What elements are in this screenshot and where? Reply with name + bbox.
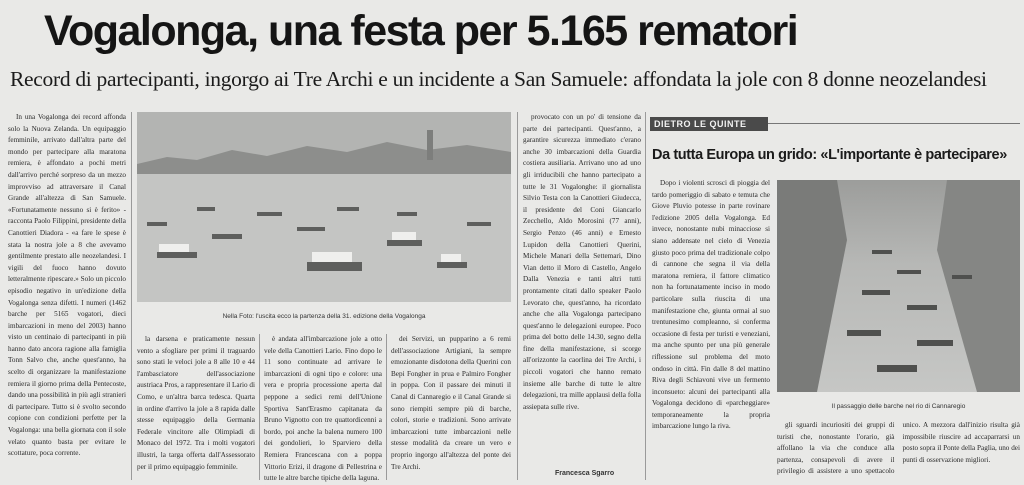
- canal-boats-illustration: [777, 180, 1020, 392]
- headline: Vogalonga, una festa per 5.165 rematori: [44, 7, 798, 55]
- subheadline: Record di partecipanti, ingorgo ai Tre Archi e un incidente a San Samuele: affondata la jole con 8 donne neozelandesi: [10, 67, 987, 91]
- article-column-1: [8, 112, 126, 480]
- article-column-4-text: dei Servizi, un pupparino a 6 remi dell'associazione Artigiani, la sempre emozionante disdotona della Querini con Bepi Fongher in prua e Palmiro Fongher in poppa. Con il passare dei minuti il Canal di Cannaregio e il Canal Grande si sono riempiti sempre più di barche, colori, storie e tradizioni. Sono arrivate imbarcazioni tutte imbarcazioni nelle stesse modalità da creare un vero e proprio ingorgo all'altezza del ponte dei Tre Archi.: [391, 335, 511, 471]
- main-photo-caption: Nella Foto: l'uscita ecco la partenza della 31. edizione della Vogalonga: [222, 313, 426, 320]
- sidebar-column-2: [777, 420, 1020, 480]
- side-photo: [777, 180, 1020, 392]
- author-signature: Francesca Sgarro: [555, 470, 615, 477]
- kicker-rule: [768, 123, 1020, 124]
- column-divider: [259, 334, 260, 480]
- column-divider: [131, 112, 132, 480]
- article-column-3: [264, 334, 382, 483]
- article-column-1-text: In una Vogalonga dei record affonda solo la Nuova Zelanda. Un equipaggio femminile, arrivato dall'altra parte del mondo per partecipare alla maratona remiera, è affondato a pochi metri dall'arrivo perché sorpreso da un mezzo improvviso ad attraversare il Canal Grande all'altezza di San Samuele. «Fortunatamente nessuno si è ferito» - racconta Paolo Filippini, presidente della Canottieri Diadora - «a fare le spese è stata la nostra jole a 8 che avevamo gentilmente prestato alle neozelandesi. I vigili del fuoco hanno dovuto letteralmente ripescare.» Solo un piccolo episodio negativo in un'edizione della Vogalonga senza difetti. I numeri (1462 barche per 5165 vogatori, dieci imbarcazioni in meno del 2003) hanno visto un centinaio di partecipanti in più hanno dato ancora ragione alla famiglia Tonn Salvo che, anche quest'anno, ha scelto di organizzare la manifestazione remiera il giorno prima della Pentecoste, dando una possibilità in più agli stranieri di partecipare. Tutto si è svolto secondo copione con condizioni perfette per la Vogalonga: una bella giornata con il sole velato quanto basta per evitare le scottature, poca corrente.: [8, 113, 126, 458]
- side-photo-caption: Il passaggio delle barche nel rio di Cannaregio: [831, 403, 966, 410]
- article-column-3-text: è andata all'imbarcazione jole a otto vele della Canottieri Lario. Fino dopo le 11 sono continuate ad arrivare le imbarcazioni di ogni tipo e colore: una vera e propria processione aperta dal peppone a sedici remi dell'Unione Sportiva Sant'Erasmo capitanata da Bruno Vignotto con tre quattordicenni a bordo, poi anche la balena numero 100 dei gondolieri, lo Sparviero della Remiera Francescana con a poppa Vittorio Erizi, il dragone di Pellestrina e tutte le altre barche tipiche della laguna.: [264, 335, 382, 483]
- main-photo: [137, 112, 511, 302]
- sidebar-column-1: [652, 178, 770, 431]
- column-divider: [517, 112, 518, 480]
- sidebar-column-1-text: Dopo i violenti scrosci di pioggia del tardo pomeriggio di sabato e temuta che Giove Pluvio potesse in parte rovinare l'edizione 2005 della Vogalonga. Ed invece, nonostante nubi minacciose si siano addensate nel cielo di Venezia giusto poco prima del tradizionale colpo di cannone che segna il via della maratona remiera, il fattore climatico non ha fortunatamente inciso in modo particolare sulla riuscita di una manifestazione che, giunta ormai al suo trentunesimo compleanno, si conferma occasione di festa per turisti e veneziani, ma anche spunto per una più generale riflessione sul problema del moto ondoso in città. Fin dalle 8 del mattino Riva degli Schiavoni vive un fermento inconsueto: alcuni dei partecipanti alla Vogalonga decidono di «parcheggiare» temporaneamente la propria imbarcazione lungo la riva.: [652, 179, 770, 431]
- article-column-5: [523, 112, 641, 468]
- article-column-4: [391, 334, 511, 480]
- sidebar-title: Da tutta Europa un grido: «L'importante è partecipare»: [652, 147, 1007, 163]
- article-column-2: [137, 334, 255, 480]
- sidebar-column-2-text: gli sguardi incuriositi dei gruppi di turisti che, nonostante l'orario, già affollano la via che conduce alla partenza, consapevoli di avere il privilegio di assistere a uno spettacolo unico. A mezzora dall'inizio risulta già impossibile riuscire ad accaparrarsi un posto sopra il Ponte della Paglia, uno dei punti di osservazione migliori.: [777, 421, 1020, 476]
- column-divider: [645, 112, 646, 480]
- article-column-2-text: la darsena e praticamente nessun vento a sfogliare per primi il traguardo sono stati le veloci jole a 8 alle 10 e 44 l'ambasciatore dell'associazione austriaca Pros, a rappresentare il Lario di Como, e un'altra barca tedesca. Quarta in ordine d'arrivo la jole a 8 rapida dalle stesse equipaggio della Germania Federale vincitore alle Olimpiadi di Monaco del 1972. Tra i molti vogatori illustri, la targa offerta dall'Assessorato per il primo equipaggio femminile.: [137, 335, 255, 471]
- sidebar-kicker: DIETRO LE QUINTE: [650, 117, 768, 131]
- column-divider: [386, 334, 387, 480]
- regatta-boats-illustration: [137, 112, 511, 302]
- article-column-5-text: provocato con un po' di tensione da parte dei partecipanti. Quest'anno, a garantire sicurezza immediato c'erano anche 30 imbarcazioni della Guardia costiera ausiliaria. Arrivano uno ad uno gli irriducibili che hanno partecipato a tutte le 31 Vogalonghe: il giornalista Silvio Testa con la Canottieri Giudecca, il presidente del Coni Giancarlo Zecchello, Aldo Morosini (77 anni), Sergio Penzo (46 anni) e Ernesto Lupidon della Canottieri Querini, Michele Manari della Settemari, Dino Vian detto il Moro di Castello, Angelo Dalla Venezia e tanti altri tutti prontamente citati dallo speaker Paolo Levorato che, quest'anno, ha ricordato anche che alla Vogalonga partecipano quest'anno le delegazioni europee. Poco prima del botto delle 14.30, segno della fine della manifestazione, si scorge all'orizzonte la caorlina dei Tre Archi, i piccoli vogatori che hanno remato insieme alle barche di tutte le altre delegazioni, tra mille applausi della folla assiepata sulle rive.: [523, 113, 641, 411]
